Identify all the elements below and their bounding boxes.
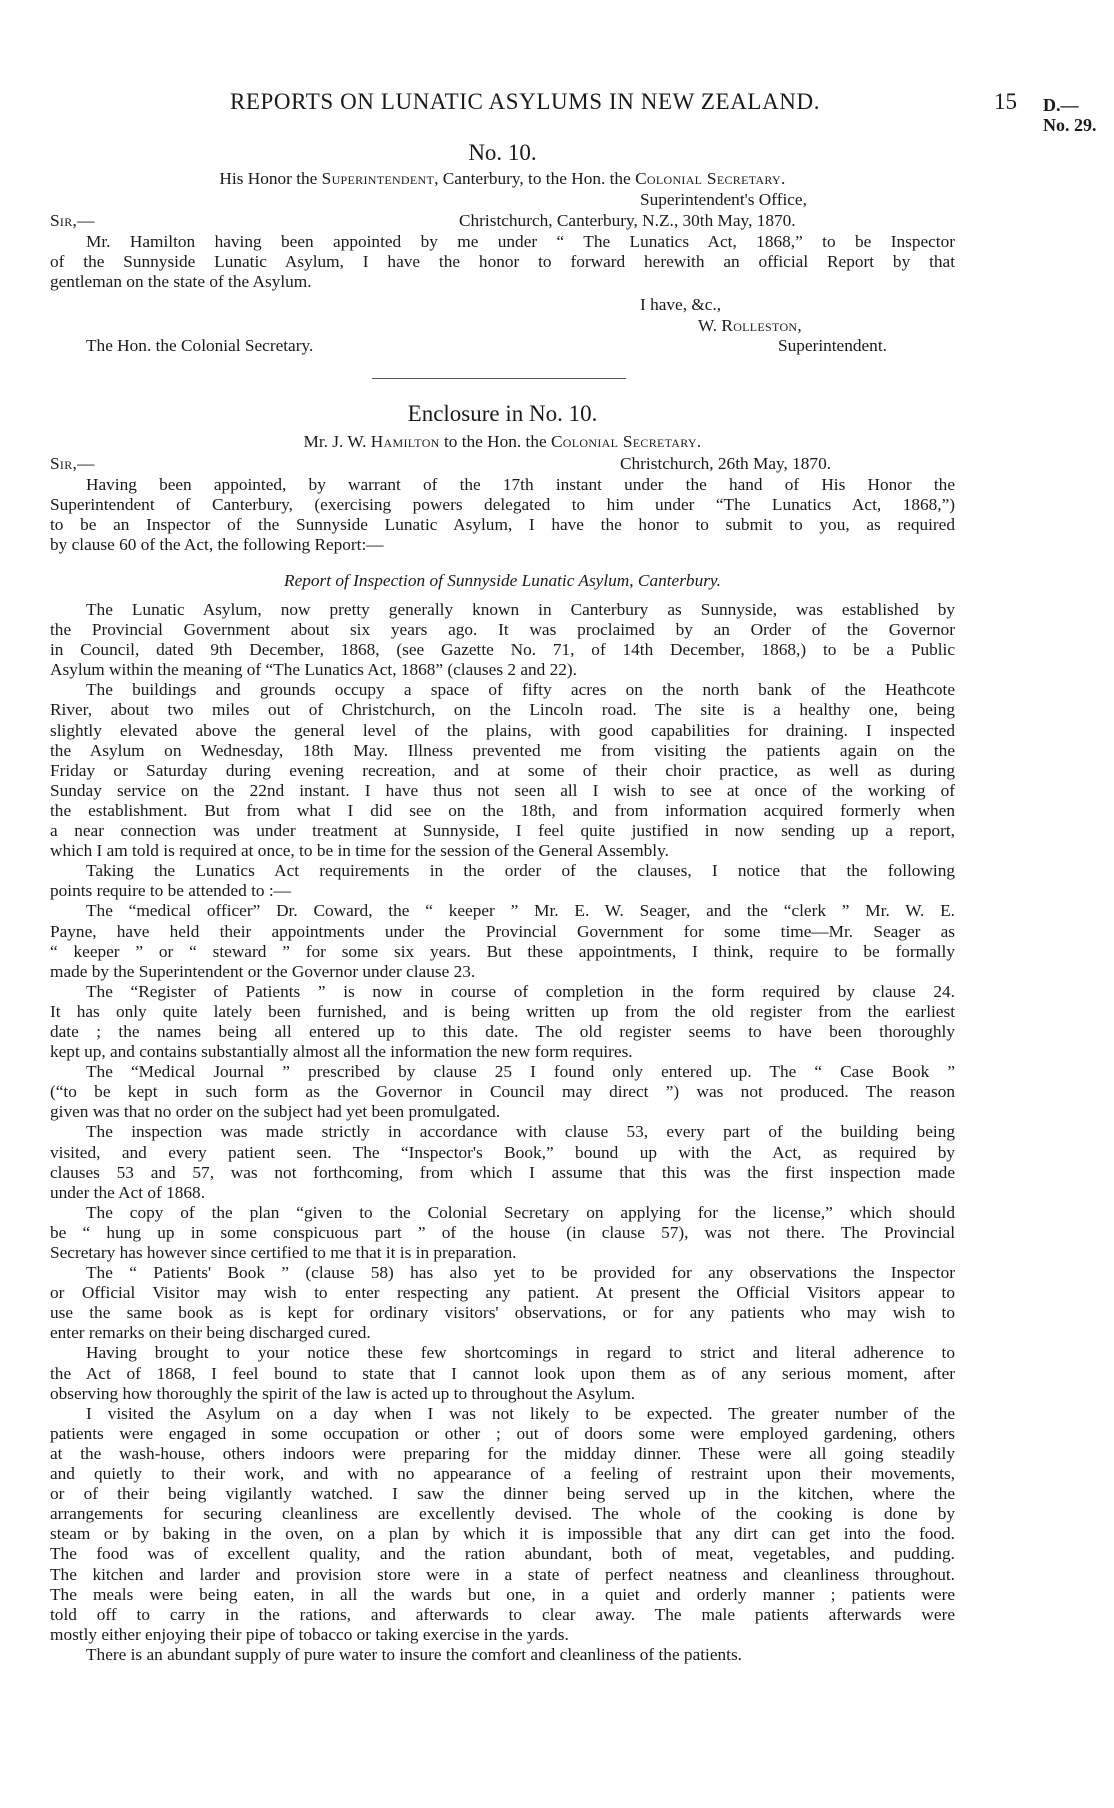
report-line: The “Register of Patients ” is now in course of completion in the form required by clause 24.	[86, 981, 955, 1001]
report-line: Sunday service on the 22nd instant. I have thus not seen all I wish to see at once of the working of	[50, 780, 955, 800]
report-line: I visited the Asylum on a day when I was not likely to be expected. The greater number of the	[86, 1403, 955, 1423]
report-line: or Official Visitor may wish to enter respecting any patient. At present the Official Visitors appear to	[50, 1283, 955, 1303]
running-header	[60, 89, 1100, 136]
report-line: date ; the names being all entered up to this date. The old register seems to have been thoroughly	[50, 1021, 955, 1041]
letter-body-line: Mr. Hamilton having been appointed by me under “ The Lunatics Act, 1868,” to be Inspector	[86, 232, 955, 251]
page-number: 15	[994, 89, 1017, 114]
report-line: The “medical officer” Dr. Coward, the “ keeper ” Mr. E. W. Seager, and the “clerk ” Mr. W. E.	[86, 901, 955, 921]
intro-line: by clause 60 of the Act, the following Report:—	[50, 535, 384, 555]
report-line: under the Act of 1868.	[50, 1182, 206, 1202]
report-line: The copy of the plan “given to the Colonial Secretary on applying for the license,” which should	[86, 1202, 955, 1222]
letter-signature	[698, 316, 802, 336]
enclosure-intro	[50, 475, 955, 555]
report-line: It has only quite lately been furnished, and is being written up from the old register from the earliest	[50, 1001, 955, 1021]
enclosure-from-name: Hamilton	[370, 432, 440, 451]
report-line: The “ Patients' Book ” (clause 58) has also yet to be provided for any observations the Inspector	[86, 1263, 955, 1283]
signature-initial: W.	[698, 316, 722, 335]
report-line: The kitchen and larder and provision store were in a state of perfect neatness and cleanliness throughout.	[50, 1564, 955, 1584]
report-line: visited, and every patient seen. The “Inspector's Book,” bound up with the Act, as required by	[50, 1142, 955, 1162]
report-line: points require to be attended to :—	[50, 881, 291, 901]
report-line: Payne, have held their appointments under the Provincial Government for some time—Mr. Seager as	[50, 921, 955, 941]
signature-name: Rolleston,	[721, 316, 802, 335]
enclosure-salutation: Sir,—	[50, 454, 95, 473]
report-line: slightly elevated above the general level of the plains, with good capabilities for draining. I inspected	[50, 720, 955, 740]
enclosure-to-name: Colonial Secretary.	[550, 432, 702, 451]
header-title: REPORTS ON LUNATIC ASYLUMS IN NEW ZEALAND.	[229, 89, 821, 114]
report-line: patients were engaged in some occupation or other ; out of doors some were employed gardening, others	[50, 1423, 955, 1443]
report-line: Asylum within the meaning of “The Lunatics Act, 1868” (clauses 2 and 22).	[50, 660, 577, 680]
report-line: observing how thoroughly the spirit of the law is acted up to throughout the Asylum.	[50, 1383, 636, 1403]
report-line: “ keeper ” or “ steward ” for some six years. But these appointments, I think, require to be formally	[50, 941, 955, 961]
report-line: River, about two miles out of Christchurch, on the Lincoln road. The site is a healthy one, being	[50, 700, 955, 720]
letter-salutation: Sir,—	[50, 211, 95, 230]
enclosure-from-middle: to the Hon. the	[439, 432, 551, 451]
report-line: the Asylum on Wednesday, 18th May. Illness prevented me from visiting the patients again on the	[50, 740, 955, 760]
letter-addressee: The Hon. the Colonial Secretary.	[86, 336, 314, 355]
report-line: at the wash-house, others indoors were preparing for the midday dinner. These were all going steadily	[50, 1443, 955, 1463]
report-title: Report of Inspection of Sunnyside Lunatic Asylum, Canterbury.	[284, 571, 721, 590]
enclosure-from-prefix: Mr. J. W.	[303, 432, 371, 451]
report-line: made by the Superintendent or the Governor under clause 23.	[50, 961, 476, 981]
report-line: The meals were being eaten, in all the wards but one, in a quiet and orderly manner ; patients were	[50, 1584, 955, 1604]
report-line: given was that no order on the subject had yet been promulgated.	[50, 1102, 501, 1122]
letter-from-prefix: His Honor the	[219, 169, 322, 188]
report-line: The Lunatic Asylum, now pretty generally known in Canterbury as Sunnyside, was established by	[86, 600, 955, 619]
report-line: the Provincial Government about six years ago. It was proclaimed by an Order of the Governor	[50, 620, 955, 640]
letter-signature-title: Superintendent.	[778, 336, 887, 355]
report-line: the establishment. But from what I did see on the 18th, and from information acquired formerly when	[50, 800, 955, 820]
report-line: Having brought to your notice these few shortcomings in regard to strict and literal adherence to	[86, 1343, 955, 1363]
report-line: (“to be kept in such form as the Governor in Council may direct ”) was not produced. The reason	[50, 1082, 955, 1102]
enclosure-title: Enclosure in No. 10.	[407, 401, 598, 426]
report-line: a near connection was under treatment at Sunnyside, I feel quite justified in now sending up a report,	[50, 821, 955, 841]
report-line: Taking the Lunatics Act requirements in the order of the clauses, I notice that the following	[86, 861, 955, 881]
letter-body	[50, 232, 955, 292]
report-line: told off to carry in the rations, and afterwards to clear away. The male patients afterwards were	[50, 1604, 955, 1624]
report-line: be “ hung up in some conspicuous part ” of the house (in clause 57), was not there. The Provincial	[50, 1222, 955, 1242]
report-line: the Act of 1868, I feel bound to state that I cannot look upon them as of any serious moment, after	[50, 1363, 955, 1383]
letter-from-to	[50, 169, 955, 189]
report-line: The inspection was made strictly in accordance with clause 53, every part of the building being	[86, 1122, 955, 1142]
letter-number: No. 10.	[468, 140, 537, 165]
report-line: Friday or Saturday during evening recreation, and at some of their choir practice, as well as during	[50, 760, 955, 780]
report-line: arrangements for securing cleanliness are excellently devised. The whole of the cooking is done by	[50, 1504, 955, 1524]
letter-body-line: gentleman on the state of the Asylum.	[50, 272, 312, 292]
enclosure-place-date: Christchurch, 26th May, 1870.	[620, 454, 832, 473]
report-line: The “Medical Journal ” prescribed by clause 25 I found only entered up. The “ Case Book ”	[86, 1062, 955, 1082]
report-line: which I am told is required at once, to be in time for the session of the General Assembly.	[50, 841, 669, 861]
letter-from-middle: , Canterbury, to the Hon. the	[434, 169, 636, 188]
letter-to-name: Colonial Secretary.	[635, 169, 786, 188]
report-line: kept up, and contains substantially almost all the information the new form requires.	[50, 1042, 633, 1062]
report-body	[50, 600, 955, 1665]
intro-line: Having been appointed, by warrant of the 17th instant under the hand of His Honor the	[86, 475, 955, 494]
report-line: or of their being vigilantly watched. I saw the dinner being served up in the kitchen, where the	[50, 1484, 955, 1504]
intro-line: Superintendent of Canterbury, (exercising powers delegated to him under “The Lunatics Act, 1868,”)	[50, 495, 955, 515]
letter-body-line: of the Sunnyside Lunatic Asylum, I have the honor to forward herewith an official Report by that	[50, 252, 955, 272]
enclosure-from-to	[50, 432, 955, 452]
report-line: and quietly to their work, and with no appearance of a feeling of restraint upon their movements,	[50, 1464, 955, 1484]
section-divider	[372, 378, 626, 379]
letter-place-date: Christchurch, Canterbury, N.Z., 30th May, 1870.	[459, 211, 796, 230]
report-line: Secretary has however since certified to me that it is in preparation.	[50, 1243, 517, 1262]
report-line: steam or by baking in the oven, on a plan by which it is impossible that any dirt can get into the food.	[50, 1524, 955, 1544]
report-line: use the same book as is kept for ordinary visitors' observations, or for any patients who may wish to	[50, 1303, 955, 1323]
letter-from-name: Superintendent	[321, 169, 435, 188]
report-line: mostly either enjoying their pipe of tobacco or taking exercise in the yards.	[50, 1624, 569, 1644]
report-line: enter remarks on their being discharged cured.	[50, 1323, 371, 1343]
letter-closing: I have, &c.,	[640, 295, 722, 314]
intro-line: to be an Inspector of the Sunnyside Lunatic Asylum, I have the honor to submit to you, as required	[50, 515, 955, 535]
report-line: There is an abundant supply of pure water to insure the comfort and cleanliness of the patients.	[86, 1644, 743, 1664]
letter-office: Superintendent's Office,	[640, 190, 807, 209]
report-line: The buildings and grounds occupy a space of fifty acres on the north bank of the Heathcote	[86, 680, 955, 700]
report-line: in Council, dated 9th December, 1868, (see Gazette No. 71, of 14th December, 1868,) to be a Public	[50, 640, 955, 660]
document-reference: D.—No. 29.	[1043, 95, 1097, 136]
report-line: The food was of excellent quality, and the ration abundant, both of meat, vegetables, and pudding.	[50, 1544, 955, 1564]
report-line: clauses 53 and 57, was not forthcoming, from which I assume that this was the first inspection made	[50, 1162, 955, 1182]
